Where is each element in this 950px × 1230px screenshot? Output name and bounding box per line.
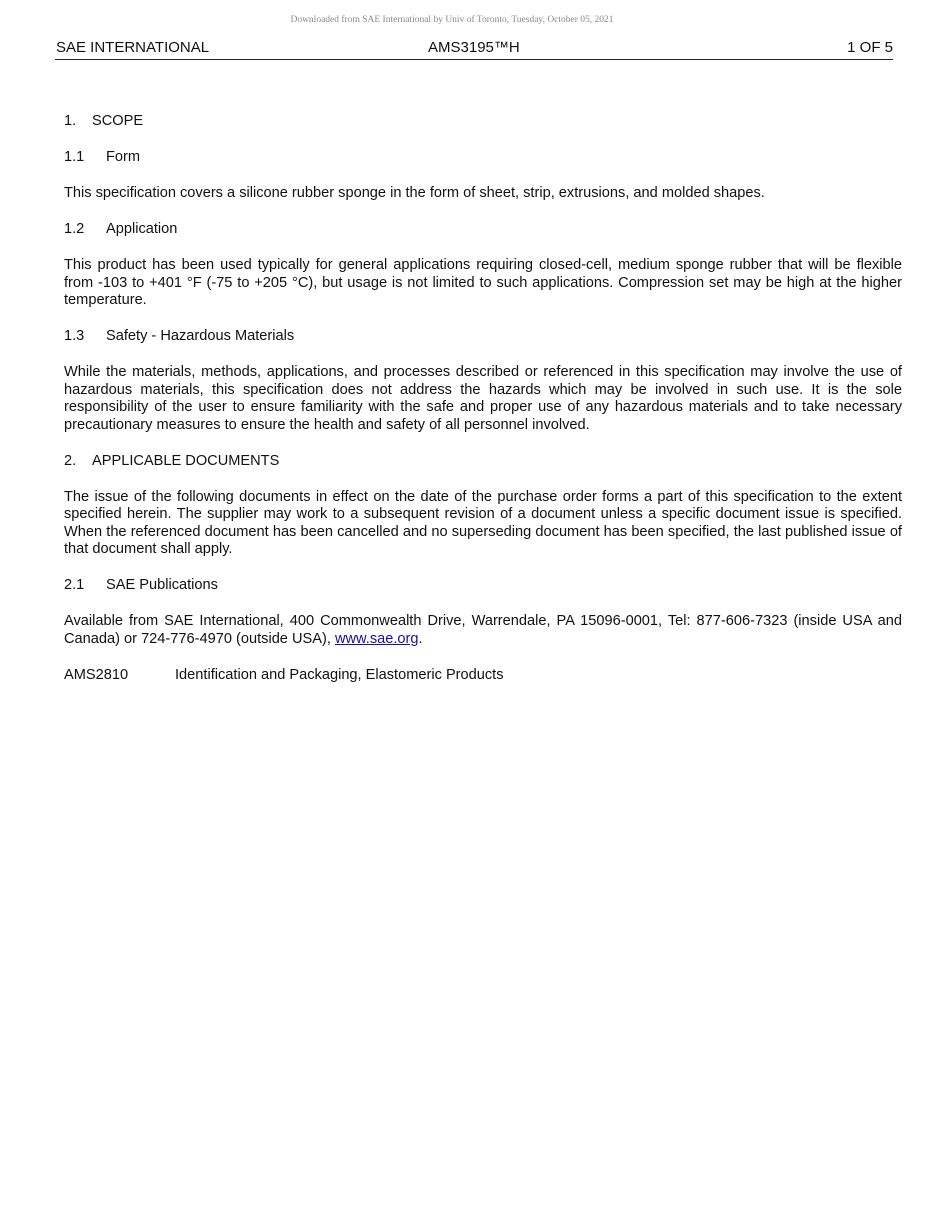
section-number: 1.1 [64, 149, 85, 165]
section-safety-heading [64, 328, 902, 346]
section-scope-heading [64, 113, 902, 131]
section-title: SCOPE [92, 113, 144, 129]
document-body [64, 113, 902, 684]
section-title: SAE Publications [106, 577, 218, 593]
document-number: AMS3195™H [428, 39, 520, 56]
form-paragraph: This specification covers a silicone rubber sponge in the form of sheet, strip, extrusions, and molded shapes. [64, 185, 765, 201]
application-paragraph: This product has been used typically for general applications requiring closed-cell, medium sponge rubber that will be flexible from -103 to +401 °F (-75 to +205 °C), but usage is not limited to such applications. Compression set may be high at the higher temperature. [64, 257, 902, 308]
section-number: 2. [64, 452, 77, 469]
section-title: Safety - Hazardous Materials [106, 328, 295, 344]
sae-website-link[interactable]: www.sae.org [334, 630, 419, 647]
section-title: Application [106, 221, 178, 237]
section-number: 1.3 [64, 328, 85, 344]
page-header [55, 38, 893, 60]
section-applicable-documents-heading [64, 453, 902, 471]
publisher-name: SAE INTERNATIONAL [56, 39, 210, 56]
document-reference-row [64, 667, 902, 685]
section-number: 2.1 [64, 577, 85, 593]
sae-publications-paragraph [64, 613, 902, 648]
sae-contact-period: . [418, 630, 423, 647]
page-number: 1 OF 5 [847, 39, 893, 56]
section-application-heading [64, 221, 902, 239]
section-title: APPLICABLE DOCUMENTS [92, 452, 280, 469]
sae-contact-text: Available from SAE International, 400 Commonwealth Drive, Warrendale, PA 15096-0001, Tel: 877-606-7323 (inside USA and Canada) or 724-776-4970 (outside USA), [64, 613, 902, 647]
document-reference-title: Identification and Packaging, Elastomeric Products [175, 666, 504, 683]
section-number: 1.2 [64, 221, 85, 237]
section-form-heading [64, 149, 902, 167]
section-number: 1. [64, 113, 77, 129]
section-sae-publications-heading [64, 577, 902, 595]
section-title: Form [106, 149, 141, 165]
download-watermark: Downloaded from SAE International by Univ of Toronto, Tuesday, October 05, 2021 [290, 15, 614, 25]
applicable-documents-paragraph: The issue of the following documents in effect on the date of the purchase order forms a part of this specification to the extent specified herein. The supplier may work to a subsequent revision of a document unless a specific document issue is specified. When the referenced document has been cancelled and no superseding document has been specified, the last published issue of that document shall apply. [64, 488, 902, 557]
document-reference-code: AMS2810 [64, 666, 129, 683]
safety-paragraph: While the materials, methods, applications, and processes described or referenced in this specification may involve the use of hazardous materials, this specification does not address the hazards which may be involved in such use. It is the sole responsibility of the user to ensure familiarity with the safe and proper use of any hazardous materials and to take necessary precautionary measures to ensure the health and safety of all personnel involved. [64, 364, 902, 433]
